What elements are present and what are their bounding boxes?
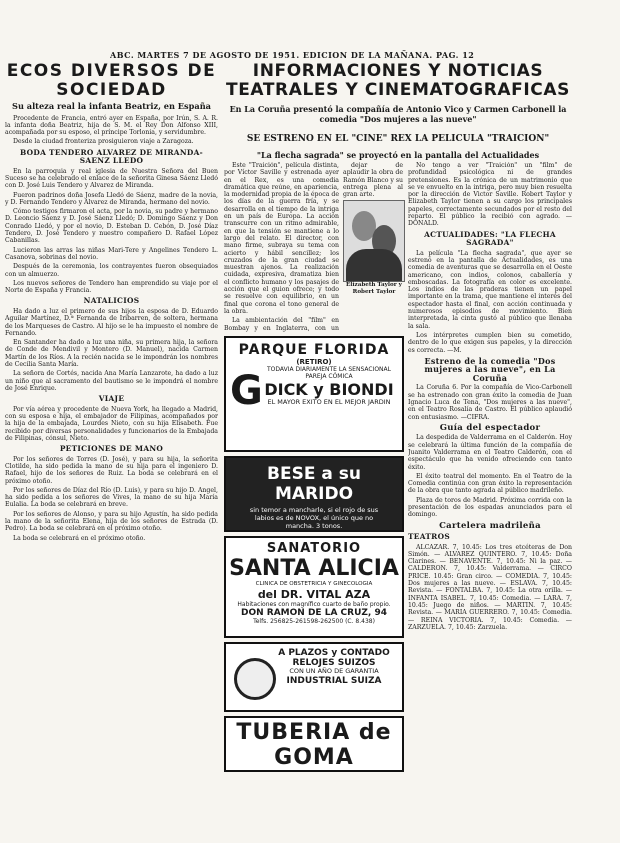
actualidades-headline: "La flecha sagrada" se proyectó en la pantalla del Actualidades [256,150,540,160]
society-title: ECOS DIVERSOS DE SOCIEDAD [6,62,217,100]
ads-column [224,336,404,776]
review-column-1 [224,162,339,332]
paragraph: No tengo a ver "Traición" un "film" de profundidad psicológica ni de grandes pretensiones. Es la crónica de un matrimonio que se ve envuelto en la intriga, pero muy bien resuelta por la dirección de Victor Saville. Robert Taylor y Elizabeth Taylor tienen a su cargo los principales papeles, correctamente secundados por el resto del reparto. El público la recibió con agrado. —DONALD. [408,162,572,228]
paragraph: La boda se celebrará en el próximo otoño. [13,534,146,542]
actors-photo [343,200,405,282]
paragraph: El éxito teatral del momento. En el Teatro de la Comedia continúa con gran éxito la representación de la obra que tanto agrada al público madrileño. [408,472,572,495]
review-column-2 [343,162,403,198]
ad-sanatorio: SANATORIO SANTA ALICIA CLINICA DE OBSTETRICIA Y GINECOLOGIA del DR. VITAL AZA Habitaciones con magnífico cuarto de baño propio. DON RAMON DE LA CRUZ, 94 Telfs. 256825-261598-262500 (C. 8.438) [224,536,404,638]
paragraph: Desde la ciudad fronteriza prosiguieron viaje a Zaragoza. [13,138,194,146]
watch-icon [234,658,276,700]
rex-headline: SE ESTRENO EN EL "CINE" REX LA PELICULA "TRAICION" [246,134,550,144]
paragraph: Los intérpretes cumplen bien su cometido, dentro de lo que exigen sus papeles, y la dirección es correcta. —M. [408,331,572,354]
paragraph: Este "Traición", película distinta, por Víctor Saville y estrenada ayer en el Rex, es una comedia dramática que reúne, en apariencia, la modernidad propia de la época de los días de la guerra fría, y se desarrolla en el tiempo de la intriga en un país de Europa. La acción transcurre con un ritmo admirable, en que la tensión se mantiene a lo largo del relato. El director, con mano firme, subraya su tema con acierto y hábil sencillez; los cruzados de la gran ciudad se muestran ajenos. La realización cuidada, expresiva, dramatiza bien el conflicto humano y los pasajes de acción que el guion ofrece; y todo se resuelve con equilibrio, en un final que corona el tono general de la obra. [224,162,339,315]
paragraph: Los nuevos señores de Tendero han emprendido su viaje por el Norte de España y Francia. [5,279,218,295]
paragraph: Por los señores de Díaz del Río (D. Luis), y para su hijo D. Angel, ha sido pedida a los señores de Vives, la mano de su hija María Eulalia. La boda se celebrará en breve. [5,486,218,509]
section-heading: TEATROS [408,532,450,542]
section-heading: Guía del espectador [439,422,541,433]
paragraph: En Santander ha dado a luz una niña, su primera hija, la señora de Conde de Mendivil y Montero (D. Manuel), nacida Carmen Martín de los Ríos. A la recién nacida se le impondrán los nombres de Cecilia Santa María. [5,339,218,369]
paragraph: dejar de aplaudir la obra de Ramón Blanco y su entrega plena al gran arte. [343,162,403,198]
ad-logo-letter: G [230,368,263,414]
paragraph: En la parroquia y real iglesia de Nuestra Señora del Buen Suceso se ha celebrado el enlace de la señorita Ginesa Sáenz Lledó con D. José Luis Tendero y Alvarez de Miranda. [5,167,218,190]
theater-subtitle: En La Coruña presentó la compañía de Antonio Vico y Carmen Carbonell la comedia "Dos mujeres a las nueve" [229,104,567,124]
paragraph: Plaza de toros de Madrid. Próxima corrida con la presentación de los espadas anunciados para el domingo. [408,496,572,519]
review-column-3 [408,162,572,822]
paragraph: ALCAZAR. 7, 10.45: Los tres etcéteras de Don Simón. — ALVAREZ QUINTERO. 7, 10.45: Doña Clarines. — BENAVENTE. 7, 10.45: Ni la paz. — CALDERON. 7, 10.45: Valderrama. — CIRCO PRICE. 10.45: Gran circo. — COMEDIA. 7, 10.45: Dos mujeres a las nueve. — ESLAVA. 7, 10.45: Revista. — FONTALBA. 7, 10.45: La otra orilla. — INFANTA ISABEL. 7, 10.45: Comedia. — LARA. 7, 10.45: Juego de niños. — MARTIN. 7, 10.45: Revista. — MARIA GUERRERO. 7, 10.45: Comedia. — REINA VICTORIA. 7, 10.45: Comedia. — ZARZUELA. 7, 10.45: Zarzuela. [408,543,572,631]
paragraph: La ambientación del "film" en Bombay y en Inglaterra, con un [224,317,339,332]
paragraph: Ha dado a luz el primero de sus hijos la esposa de D. Eduardo Aguilar Martínez, D.ª Fernanda de Iribarren, de soltera, hermana de los Marqueses de Castro. Al hijo se le ha impuesto el nombre de Fernando. [5,307,218,337]
section-heading: VIAJE [98,394,125,404]
page-header: ABC. MARTES 7 DE AGOSTO DE 1951. EDICION DE LA MAÑANA. PAG. 12 [110,50,475,60]
paragraph: Por vía aérea y procedente de Nueva York, ha llegado a Madrid, con su esposa e hija, el embajador de Filipinas, acompañados por la hija de la embajada, Lourdes Nieto, con su hija Elisabeth. Fue recibido por diversas personalidades y funcionarios de la Embajada de Filipinas, cónsul, Nieto. [5,405,218,442]
section-heading: Estreno de la comedia "Dos mujeres a las nueve", en La Coruña [424,355,556,383]
paragraph: La señora de Cortés, nacida Ana María Lanzarote, ha dado a luz un niño que al sacramento del bautismo se le impondrá el nombre de José Enrique. [5,370,218,392]
paragraph: Lucieron las arras las niñas Mari-Tere y Angelines Tendero L. Casanova, sobrinas del novio. [5,246,218,261]
paragraph: La película "La flecha sagrada", que ayer se estrenó en la pantalla de Actualidades, es una comedia de aventuras que se desarrolla en el Oeste americano, con indios, colonos, caballería y emboscadas. La fotografía en color es excelente. Los indios de las praderas tienen un papel importante en la trama, que mantiene el interés del espectador hasta el final, con acción continuada y numerosos episodios de movimiento. Bien interpretada, la cinta gustó al público que llenaba la sala. [408,249,572,330]
ad-relojes: A PLAZOS y CONTADO RELOJES SUIZOS CON UN AÑO DE GARANTIA INDUSTRIAL SUIZA [224,642,404,712]
section-heading: PETICIONES DE MANO [59,444,164,454]
paragraph: La Coruña 6. Por la compañía de Vico-Carbonell se ha estrenado con gran éxito la comedia de Juan Ignacio Luca de Tena, "Dos mujeres a las nueve", en el Teatro Rosalía de Castro. El público aplaudió con entusiasmo. —CIFRA. [408,384,572,421]
photo-caption: Elizabeth Taylor y Robert Taylor [346,282,402,295]
ad-novox: BESE a su MARIDO sin temor a mancharle, si el rojo de sus labios es de NOVOX, el único que no mancha. 3 tonos. [224,456,404,532]
section-heading: NATALICIOS [83,296,140,306]
ad-parque-florida: G PARQUE FLORIDA (RETIRO) TODAVIA DIARIAMENTE LA SENSACIONAL PAREJA CÓMICA DICK y BIONDI EL MAYOR EXITO EN EL MEJOR JARDIN [224,336,404,452]
section-heading: ACTUALIDADES: "LA FLECHA SAGRADA" [424,229,556,248]
section-heading: BODA TENDERO ALVAREZ DE MIRANDA-SAENZ LLEDO [19,147,203,166]
society-subtitle: Su alteza real la infanta Beatriz, en España [12,101,211,111]
paragraph: Procedente de Francia, entró ayer en España, por Irún, S. A. R. la infanta doña Beatriz, hija de S. M. el Rey Don Alfonso XIII, acompañada por su esposo, el príncipe Torlonia, y servidumbre. [5,114,218,137]
paragraph: La despedida de Valderrama en el Calderón. Hoy se celebrará la última función de la compañía de Juanito Valderrama en el Teatro Calderón, con el espectáculo que ha venido ofreciendo con tanto éxito. [408,434,572,471]
society-column [5,62,218,837]
paragraph: Fueron padrinos doña Josefa Lledó de Sáenz, madre de la novia, y D. Fernando Tendero y Alvarez de Miranda, hermano del novio. [5,191,218,206]
paragraph: Después de la ceremonia, los contrayentes fueron obsequiados con un almuerzo. [5,263,218,278]
paragraph: Por los señores de Torres (D. José), y para su hija, la señorita Clotilde, ha sido pedida la mano de su hija para el ingeniero D. Rafael, hijo de los señores de Ruiz. La boda se celebrará en el próximo otoño. [5,455,218,485]
paragraph: Por los señores de Alonso, y para su hijo Agustín, ha sido pedida la mano de la señorita Elena, hija de los señores de Estrada (D. Pedro). La boda se celebrará en el próximo otoño. [5,510,218,533]
paragraph: Cómo testigos firmaron el acta, por la novia, su padre y hermano D. Leoncio Sáenz y D. José Sáenz Lledó; D. Domingo Sáenz y Don Conrado Lledó, y por el novio, D. Esteban D. Cebón, D. José Díaz Tendero, D. José Tendero y nuestro compañero D. Rafael López Cabanillas. [5,208,218,245]
ad-tuberia: TUBERIA de GOMA [224,716,404,772]
theater-title: INFORMACIONES Y NOTICIAS TEATRALES Y CINEMATOGRAFICAS [226,62,570,100]
section-heading: Cartelera madrileña [439,520,541,531]
